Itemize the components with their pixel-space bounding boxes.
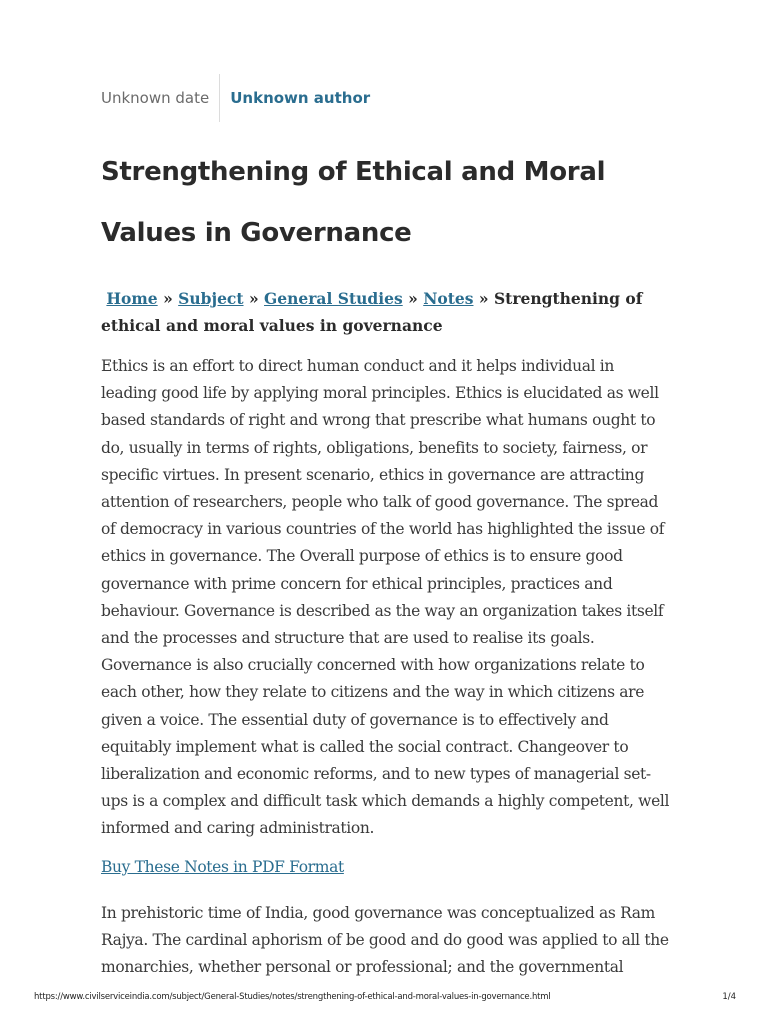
breadcrumb-separator: »: [163, 289, 173, 308]
article-meta: [101, 74, 370, 122]
footer-url: https://www.civilserviceindia.com/subject/General-Studies/notes/strengthening-of-ethical-and-moral-values-in-governance.html: [34, 992, 551, 1002]
breadcrumb-separator: »: [478, 289, 489, 308]
article-date: Unknown date: [101, 89, 210, 107]
page-number: 1/4: [722, 992, 736, 1002]
breadcrumb-notes-link[interactable]: Notes: [423, 289, 474, 308]
body-paragraph: In prehistoric time of India, good governance was conceptualized as Ram Rajya. The cardinal aphorism of be good and do good was applied to all the monarchies, whether personal or professional; and the governmental: [101, 904, 669, 977]
page-title: Strengthening of Ethical and Moral Values in Governance: [101, 157, 606, 248]
author-link[interactable]: Unknown author: [230, 89, 371, 107]
breadcrumb-general-studies-link[interactable]: General Studies: [264, 289, 403, 308]
breadcrumb-home-link[interactable]: Home: [106, 289, 158, 308]
breadcrumb: [101, 285, 676, 339]
breadcrumb-subject-link[interactable]: Subject: [178, 289, 244, 308]
print-footer: [0, 992, 768, 1006]
breadcrumb-separator: »: [248, 289, 259, 308]
body-paragraph: Ethics is an effort to direct human conduct and it helps individual in leading good life by applying moral principles. Ethics is elucidated as well based standards of right and wrong that prescribe what humans ought to do, usually in terms of rights, obligations, benefits to society, fairness, or specific virtues. In present scenario, ethics in governance are attracting attention of researchers, people who talk of good governance. The spread of democracy in various countries of the world has highlighted the issue of ethics in governance. The Overall purpose of ethics is to ensure good governance with prime concern for ethical principles, practices and behaviour. Governance is described as the way an organization takes itself and the processes and structure that are used to realise its goals. Governance is also crucially concerned with how organizations relate to each other, how they relate to citizens and the way in which citizens are given a voice. The essential duty of governance is to effectively and equitably implement what is called the social contract. Changeover to liberalization and economic reforms, and to new types of managerial set-ups is a complex and difficult task which demands a highly competent, well informed and caring administration.: [101, 357, 670, 838]
breadcrumb-current: Strengthening of ethical and moral values in governance: [101, 289, 643, 335]
buy-pdf-link[interactable]: Buy These Notes in PDF Format: [101, 858, 344, 876]
breadcrumb-separator: »: [408, 289, 418, 308]
